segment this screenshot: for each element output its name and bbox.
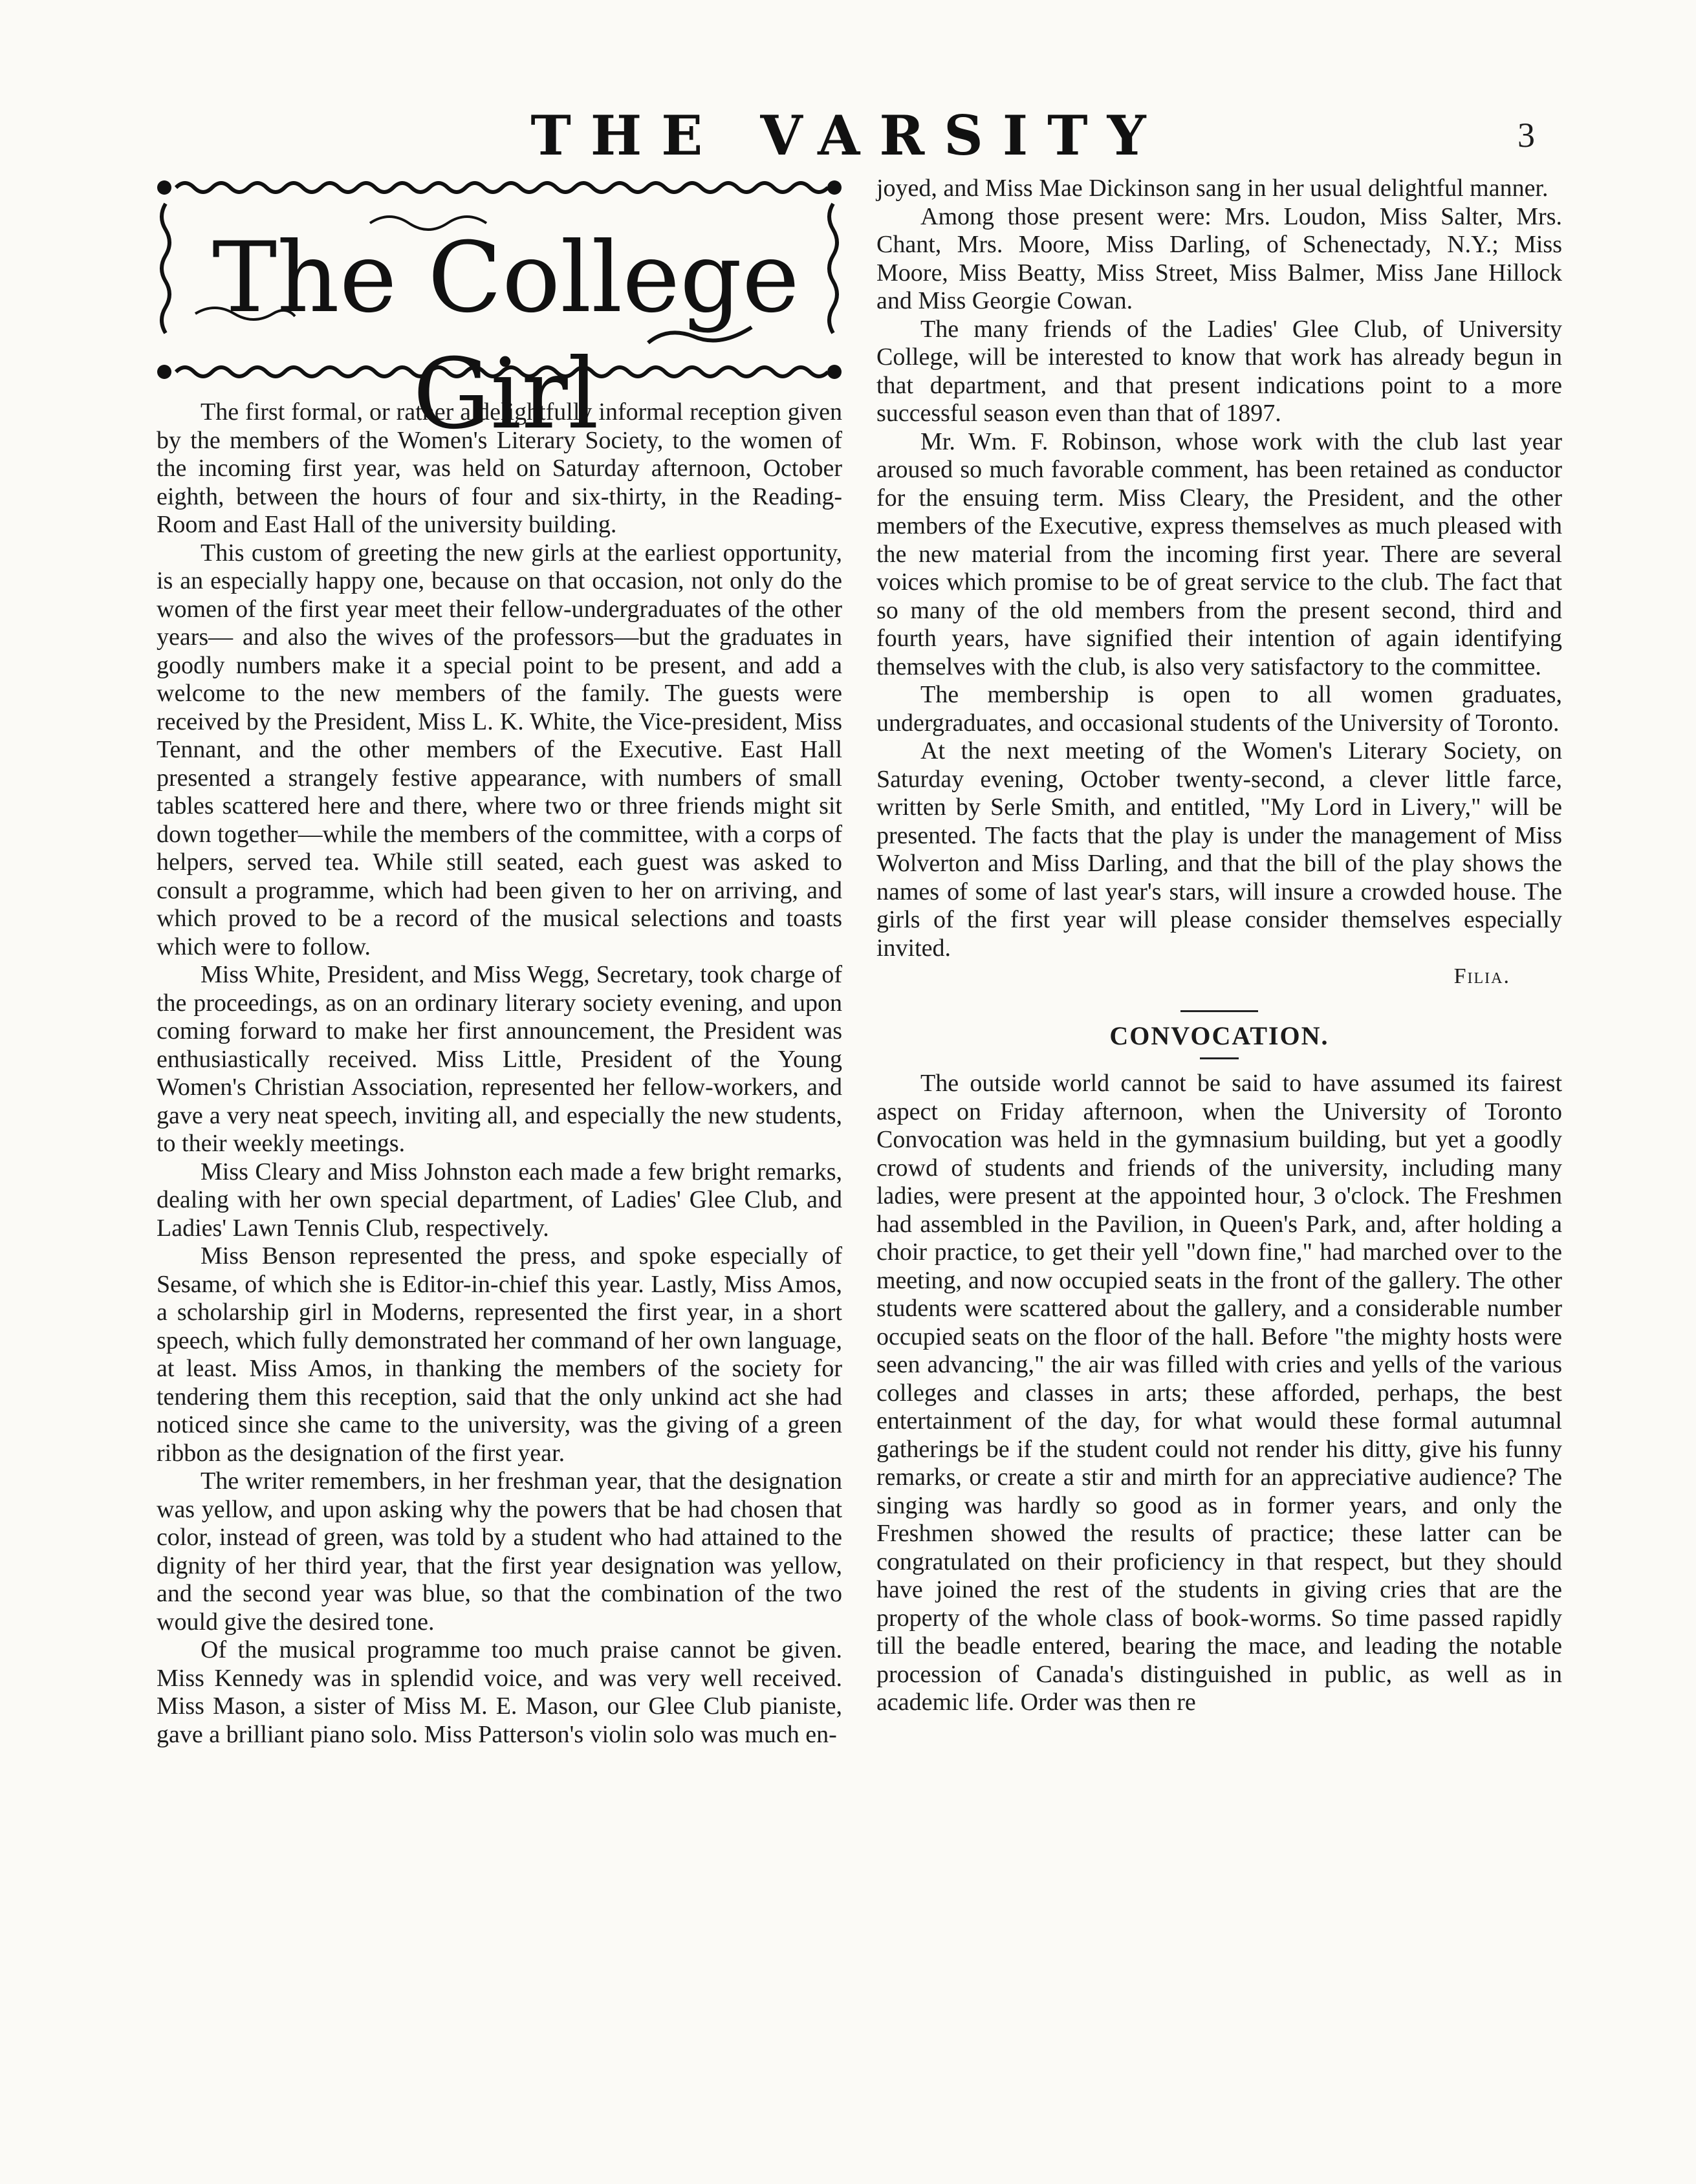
author-signature: Filia. — [1453, 964, 1510, 988]
article-paragraph: joyed, and Miss Mae Dickinson sang in her usual delightful manner. — [876, 175, 1549, 202]
article-paragraph: The writer remembers, in her freshman year, that the designation was yellow, and upon asking why the powers that be had chosen that color, instead of green, was told by a student who had attained to the dignity of her third year, that the first year designation was yellow, and the second year was blue, so that the combination of the two would give the desired tone. — [157, 1467, 842, 1636]
article-paragraph: The first formal, or rather a delightfully informal reception given by the members of the Women's Literary Society, to the women of the incoming first year, was held on Saturday afternoon, October eighth, between the hours of four and six-thirty, in the Reading-Room and East Hall of the university building. — [157, 398, 842, 538]
convocation-paragraph: The outside world cannot be said to have assumed its fairest aspect on Friday afternoon, when the University of Toronto Convocation was held in the gymnasium building, but yet a goodly crowd of students and friends of the university, including many ladies, were present at the appointed hour, 3 o'clock. The Freshmen had assembled in the Pavilion, in Queen's Park, and, after holding a choir practice, to get their yell "down fine," had marched over to the meeting, and now occupied seats in the front of the gallery. The other students were scattered about the gallery, and a considerable number occupied seats on the floor of the hall. Before "the mighty hosts were seen advancing," the air was filled with cries and yells of the various colleges and classes in arts; these afforded, perhaps, the best entertainment of the day, for what would these formal autumnal gatherings be if the student could not render his ditty, give his funny remarks, or create a stir and mirth for an appreciative audience? The singing was hardly so good as in former years, and only the Freshmen showed the results of practice; these latter can be congratulated on their proficiency in that respect, but they should have joined the rest of the students in giving cries that are the property of the whole class of book-worms. So time passed rapidly till the beadle entered, bearing the mace, and leading the notable procession of Canada's distinguished in public, as well as in academic life. Order was then re — [876, 1070, 1562, 1716]
article-paragraph: Miss White, President, and Miss Wegg, Secretary, took charge of the proceedings, as on an ordinary literary society evening, and upon coming forward to make her first announcement, the President was enthusiastically received. Miss Little, President of the Young Women's Christian Association, represented her fellow-workers, and gave a very neat speech, inviting all, and especially the new students, to their weekly meetings. — [157, 961, 842, 1157]
article-paragraph: At the next meeting of the Women's Literary Society, on Saturday evening, October twenty-second, a clever little farce, written by Serle Smith, and entitled, "My Lord in Livery," will be presented. The facts that the play is under the management of Miss Wolverton and Miss Darling, and that the bill of the play shows the names of some of last year's stars, will insure a crowded house. The girls of the first year will please consider themselves especially invited. — [876, 737, 1562, 962]
article-paragraph: Miss Cleary and Miss Johnston each made a few bright remarks, dealing with her own special department, of Ladies' Glee Club, and Ladies' Lawn Tennis Club, respectively. — [157, 1158, 842, 1242]
article-paragraph: This custom of greeting the new girls at the earliest opportunity, is an especially happy one, because on that occasion, not only do the women of the first year meet their fellow-undergraduates of the other years— and also the wives of the professors—but the graduates in goodly numbers make it a special point to be present, and add a welcome to the new members of the family. The guests were received by the President, Miss L. K. White, the Vice-president, Miss Tennant, and the other members of the Executive. East Hall presented a strangely festive appearance, with numbers of small tables scattered here and there, where two or three friends might sit down together—while the members of the committee, with a corps of helpers, served tea. While still seated, each guest was asked to consult a programme, which had been given to her on arriving, and which proved to be a record of the musical selections and toasts which were to follow. — [157, 539, 842, 960]
article-paragraph: The many friends of the Ladies' Glee Club, of University College, will be interested to know that work has already begun in that department, and that present indications point to a more successful season even than that of 1897. — [876, 315, 1562, 427]
college-girl-banner — [157, 175, 842, 451]
page-header — [0, 103, 1696, 175]
banner-title: The College Girl — [212, 222, 799, 451]
heading-underline — [1200, 1057, 1239, 1059]
left-column — [157, 175, 842, 1749]
article-paragraph: Mr. Wm. F. Robinson, whose work with the club last year aroused so much favorable comment, has been retained as conductor for the ensuing term. Miss Cleary, the President, and the other members of the Executive, express themselves as much pleased with the new material from the incoming first year. There are several voices which promise to be of great service to the club. The fact that so many of the old members from the present second, third and fourth years, have signified their intention of again identifying themselves with the club, is also very satisfactory to the committee. — [876, 427, 1562, 680]
masthead: THE VARSITY — [530, 103, 1166, 168]
right-column — [876, 175, 1562, 1717]
section-heading: CONVOCATION. — [1109, 1021, 1329, 1050]
article-paragraph: Of the musical programme too much praise cannot be given. Miss Kennedy was in splendid voice, and was very well received. Miss Mason, a sister of Miss M. E. Mason, our Glee Club pianiste, gave a brilliant piano solo. Miss Patterson's violin solo was much en- — [157, 1636, 842, 1748]
page-number: 3 — [1517, 116, 1535, 155]
section-divider — [1180, 1010, 1258, 1012]
article-paragraph: The membership is open to all women graduates, undergraduates, and occasional students of the University of Toronto. — [876, 681, 1562, 737]
article-paragraph: Miss Benson represented the press, and spoke especially of Sesame, of which she is Editor-in-chief this year. Lastly, Miss Amos, a scholarship girl in Moderns, represented the first year, in a short speech, which fully demonstrated her command of her own language, at least. Miss Amos, in thanking the members of the society for tendering them this reception, said that the only unkind act she had noticed since she came to the university, was the giving of a green ribbon as the designation of the first year. — [157, 1242, 842, 1467]
article-paragraph: Among those present were: Mrs. Loudon, Miss Salter, Mrs. Chant, Mrs. Moore, Miss Darling, of Schenectady, N.Y.; Miss Moore, Miss Beatty, Miss Street, Miss Balmer, Miss Jane Hillock and Miss Georgie Cowan. — [876, 202, 1562, 314]
